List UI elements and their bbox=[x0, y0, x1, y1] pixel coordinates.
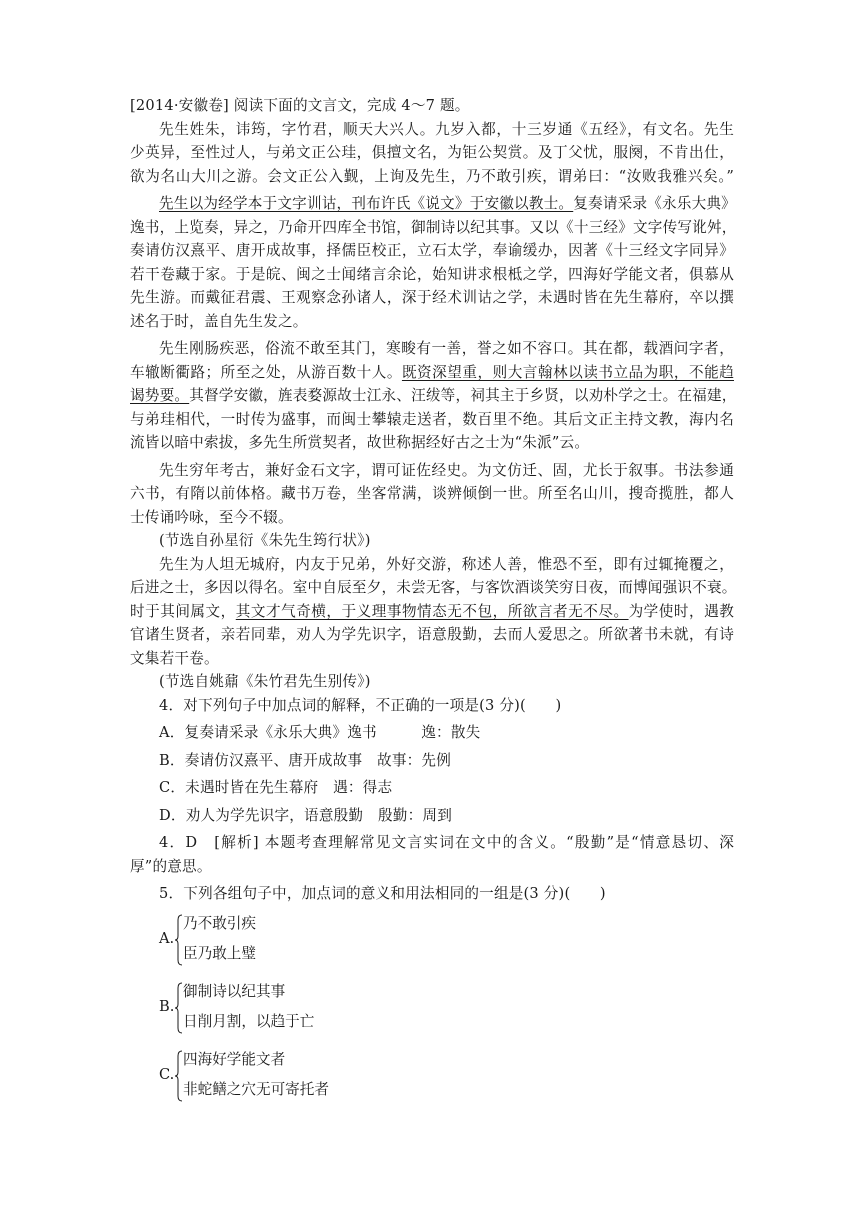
source-citation: (节选自姚鼐《朱竹君先生别传》) bbox=[159, 673, 371, 690]
question-5-option-c bbox=[159, 1048, 734, 1106]
brace-icon bbox=[175, 1050, 183, 1102]
option-sentence: 非蛇鳝之穴无可寄托者 bbox=[183, 1080, 329, 1098]
passage-line: 先生穷年考古，兼好金石文字，谓可证佐经史。为文仿迁、固，尤长于叙事。书法参通 bbox=[159, 461, 734, 479]
passage-line: 少英异，至性过人，与弟文正公珪，俱擅文名，为钜公契赏。及丁父忧，服阕，不肯出仕， bbox=[130, 144, 734, 161]
passage-line: 述名于时，盖自先生发之。 bbox=[130, 312, 308, 330]
question-5-option-a bbox=[159, 912, 734, 970]
passage-line: 谒势要。其督学安徽，旌表婺源故士江永、汪绂等，祠其主于乡贤，以劝朴学之士。在福建， bbox=[130, 387, 737, 404]
underlined-sentence: 其文才气奇横，于义理事物情态无不包，所欲言者无不尽。 bbox=[235, 602, 629, 620]
passage-line: 车辙断衢路；所至之处，从游百数十人。既资深望重，则大言翰林以读书立品为职，不能趋 bbox=[130, 363, 734, 381]
passage-line: 先生刚肠疾恶，俗流不敢至其门，寒畯有一善，誉之如不容口。其在都，载酒问字者， bbox=[159, 340, 734, 357]
passage-line: 与弟珪相代，一时传为盛事，而闽士攀辕走送者，数百里不绝。其后文正主持文教，海内名 bbox=[130, 410, 734, 428]
question-4-option-a: A．复奏请采录《永乐大典》逸书 逸：散失 bbox=[159, 724, 481, 741]
exam-source: [2014·安徽卷] bbox=[130, 97, 229, 114]
answer-4-cont: 厚”的意思。 bbox=[130, 857, 212, 875]
question-5-option-b bbox=[159, 980, 734, 1038]
passage-line: 文集若干卷。 bbox=[130, 649, 219, 667]
source-citation: (节选自孙星衍《朱先生筠行状》) bbox=[159, 532, 371, 549]
passage-line: 时于其间属文，其文才气奇横，于义理事物情态无不包，所欲言者无不尽。为学使时，遇教 bbox=[130, 602, 735, 620]
passage-line: 先生姓朱，讳筠，字竹君，顺天大兴人。九岁入都，十三岁通《五经》，有文名。先生 bbox=[159, 120, 734, 138]
underlined-sentence: 谒势要。 bbox=[130, 387, 190, 404]
passage-line: 若干卷藏于家。于是皖、闽之士闻绪言余论，始知讲求根柢之学，四海好学能文者，俱慕从 bbox=[130, 265, 734, 283]
option-sentence: 日削月割，以趋于亡 bbox=[183, 1012, 315, 1030]
option-sentence: 乃不敢引疾 bbox=[183, 914, 256, 932]
underlined-sentence: 先生以为经学本于文字训诂，刊布许氏《说文》于安徽以教士。 bbox=[159, 195, 574, 212]
brace-icon bbox=[175, 914, 183, 966]
document-page bbox=[130, 94, 737, 1106]
passage-line: 六书，有隋以前体格。藏书万卷，坐客常满，谈辨倾倒一世。所至名山川，搜奇揽胜，都人 bbox=[130, 485, 734, 502]
option-sentence: 臣乃敢上璧 bbox=[183, 944, 256, 962]
option-letter: C. bbox=[159, 1065, 175, 1083]
brace-icon bbox=[175, 982, 183, 1034]
passage-line: 逸书，上览奏，异之，乃命开四库全书馆，御制诗以纪其事。又以《十三经》文字传写讹舛， bbox=[130, 218, 737, 236]
underlined-sentence: 既资深望重，则大言翰林以读书立品为职，不能趋 bbox=[401, 363, 734, 381]
passage-line: 奏请仿汉熹平、唐开成故事，择儒臣校正，立石太学，奉谕缓办，因著《十三经文字同异》 bbox=[130, 242, 734, 259]
option-letter: A. bbox=[159, 929, 175, 947]
passage-line: 欲为名山大川之游。会文正公入觐，上询及先生，乃不敢引疾，谓弟曰：“汝败我雅兴矣。” bbox=[130, 167, 734, 185]
question-4-option-c: C．未遇时皆在先生幕府 遇：得志 bbox=[159, 779, 393, 796]
question-4-option-d: D．劝人为学先识字，语意殷勤 殷勤：周到 bbox=[159, 806, 452, 824]
option-sentence: 四海好学能文者 bbox=[183, 1050, 286, 1068]
question-4-option-b: B．奏请仿汉熹平、唐开成故事 故事：先例 bbox=[159, 751, 452, 769]
answer-label: 4．D [解析] bbox=[159, 834, 259, 851]
passage-line: 流皆以暗中索拔，多先生所赏契者，故世称据经好古之士为“朱派”云。 bbox=[130, 434, 590, 451]
answer-4 bbox=[130, 831, 734, 855]
option-letter: B. bbox=[159, 997, 175, 1015]
passage-line: 先生以为经学本于文字训诂，刊布许氏《说文》于安徽以教士。复奏请采录《永乐大典》 bbox=[159, 195, 736, 212]
option-sentence: 御制诗以纪其事 bbox=[183, 982, 286, 1000]
question-4-stem: 4．对下列句子中加点词的解释，不正确的一项是(3 分)( ) bbox=[159, 696, 562, 714]
passage-line: 士传诵吟咏，至今不辍。 bbox=[130, 508, 293, 526]
question-header bbox=[130, 94, 734, 118]
answer-explanation: 本题考查理解常见文言实词在文中的含义。“殷勤”是“情意恳切、深 bbox=[264, 834, 734, 851]
instruction: 阅读下面的文言文，完成 4～7 题。 bbox=[233, 97, 470, 114]
passage-line: 先生游。而戴征君震、王观察念孙诸人，深于经术训诂之学，未遇时皆在先生幕府，卒以撰 bbox=[130, 289, 734, 306]
passage-line: 后进之士，多因以得名。室中自辰至夕，未尝无客，与客饮酒谈笑穷日夜，而博闻强识不衰。 bbox=[130, 579, 737, 596]
question-5-stem: 5．下列各组句子中，加点词的意义和用法相同的一组是(3 分)( ) bbox=[159, 885, 606, 902]
passage-line: 先生为人坦无城府，内友于兄弟，外好交游，称述人善，惟恐不至，即有过辄掩覆之， bbox=[159, 555, 734, 573]
passage-line: 官诸生贤者，亲若同辈，劝人为学先识字，语意殷勤，去而人爱思之。所欲著书未就，有诗 bbox=[130, 626, 734, 643]
